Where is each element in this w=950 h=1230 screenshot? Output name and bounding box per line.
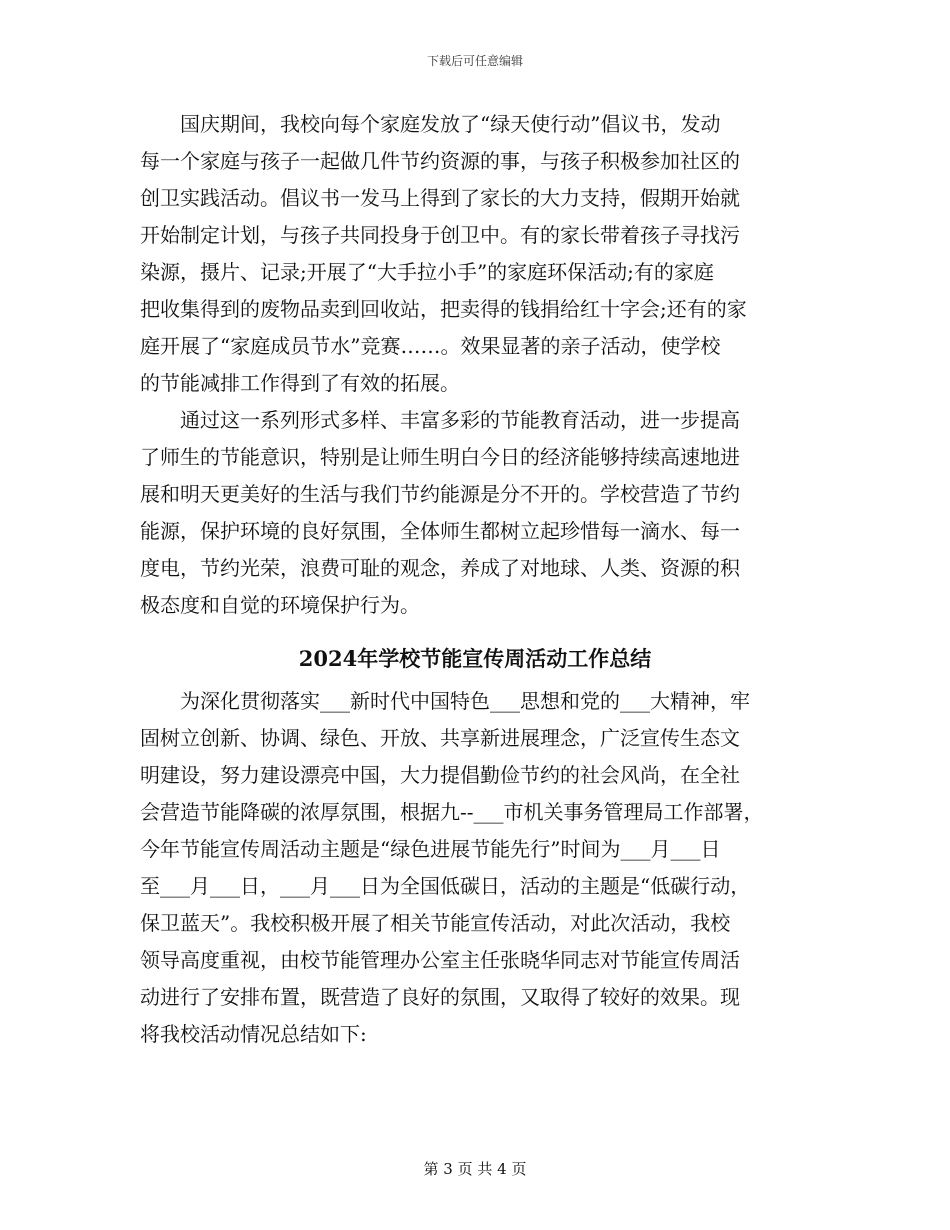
text-line: 国庆期间，我校向每个家庭发放了“绿天使行动”倡议书，发动 bbox=[140, 112, 721, 136]
text-line: 了师生的节能意识，特别是让师生明白今日的经济能够持续高速地进 bbox=[140, 445, 740, 469]
text-line: 度电，节约光荣，浪费可耻的观念，养成了对地球、人类、资源的积 bbox=[140, 556, 740, 580]
paragraph-block-1 bbox=[140, 106, 810, 624]
text-line: 庭开展了“家庭成员节水”竞赛……。效果显著的亲子活动，使学校 bbox=[140, 334, 721, 358]
text-line: 开始制定计划，与孩子共同投身于创卫中。有的家长带着孩子寻找污 bbox=[140, 223, 740, 247]
text-line: 每一个家庭与孩子一起做几件节约资源的事，与孩子积极参加社区的 bbox=[140, 149, 740, 173]
text-line: 的节能减排工作得到了有效的拓展。 bbox=[140, 371, 460, 395]
text-line: 能源，保护环境的良好氛围，全体师生都树立起珍惜每一滴水、每一 bbox=[140, 519, 740, 543]
text-line: 动进行了安排布置，既营造了良好的氛围，又取得了较好的效果。现 bbox=[140, 985, 740, 1009]
text-line: 通过这一系列形式多样、丰富多彩的节能教育活动，进一步提高 bbox=[140, 408, 740, 432]
page-header: 下载后可任意编辑 bbox=[426, 54, 523, 68]
text-line: 为深化贯彻落实___新时代中国特色___思想和党的___大精神，牢 bbox=[140, 689, 750, 713]
section-title: 2024年学校节能宣传周活动工作总结 bbox=[298, 646, 652, 671]
text-line: 极态度和自觉的环境保护行为。 bbox=[140, 593, 420, 617]
text-line: 展和明天更美好的生活与我们节约能源是分不开的。学校营造了节约 bbox=[140, 482, 740, 506]
text-line: 将我校活动情况总结如下: bbox=[140, 1022, 367, 1046]
text-line: 会营造节能降碳的浓厚氛围，根据九--___市机关事务管理局工作部署， bbox=[140, 800, 764, 824]
text-line: 保卫蓝天”。我校积极开展了相关节能宣传活动，对此次活动，我校 bbox=[140, 911, 731, 935]
text-line: 明建设，努力建设漂亮中国，大力提倡勤俭节约的社会风尚，在全社 bbox=[140, 763, 740, 787]
text-line: 至___月___日，___月___日为全国低碳日，活动的主题是“低碳行动， bbox=[140, 874, 751, 898]
text-line: 染源，摄片、记录;开展了“大手拉小手”的家庭环保活动;有的家庭 bbox=[140, 260, 714, 284]
page-footer: 第 3 页 共 4 页 bbox=[423, 1160, 527, 1178]
text-line: 今年节能宣传周活动主题是“绿色进展节能先行”时间为___月___日 bbox=[140, 837, 721, 861]
text-line: 固树立创新、协调、绿色、开放、共享新进展理念，广泛宣传生态文 bbox=[140, 726, 740, 750]
text-line: 把收集得到的废物品卖到回收站，把卖得的钱捐给红十字会;还有的家 bbox=[140, 297, 747, 321]
paragraph-block-2 bbox=[140, 683, 810, 1053]
text-line: 领导高度重视，由校节能管理办公室主任张晓华同志对节能宣传周活 bbox=[140, 948, 740, 972]
text-line: 创卫实践活动。倡议书一发马上得到了家长的大力支持，假期开始就 bbox=[140, 186, 740, 210]
